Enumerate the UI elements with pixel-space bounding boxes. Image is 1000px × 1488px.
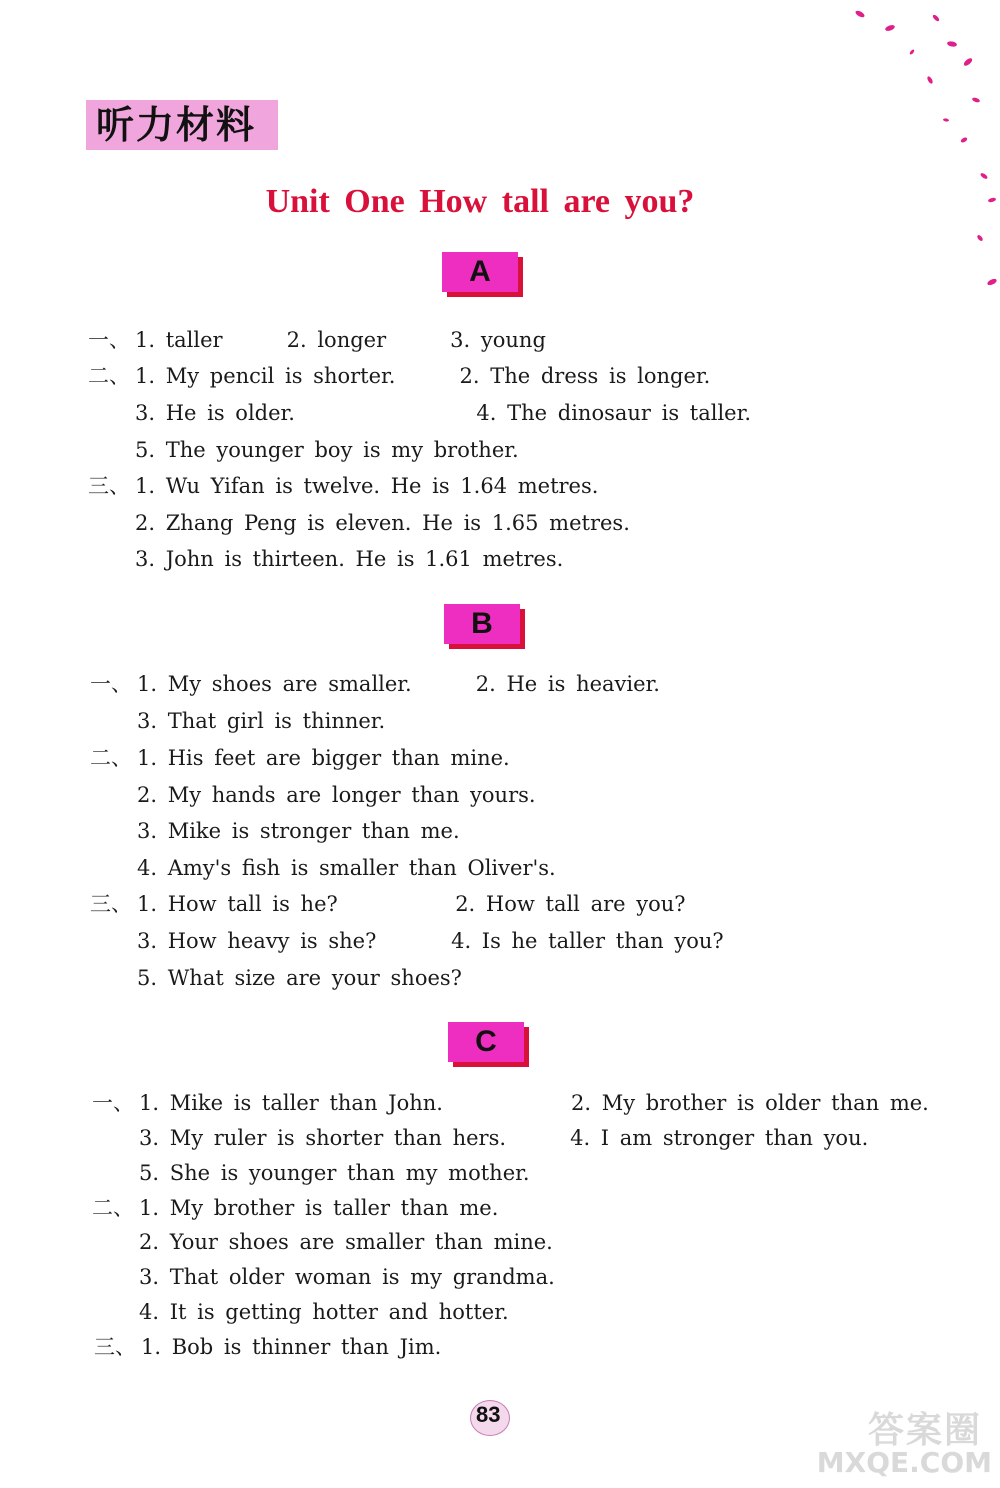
list-item: 3. How heavy is she? 4. Is he taller than you? xyxy=(137,929,724,953)
page-number xyxy=(470,1400,530,1448)
list-item: 1. How tall is he? 2. How tall are you? xyxy=(137,892,686,916)
list-item: 5. What size are your shoes? xyxy=(137,966,462,990)
section-title xyxy=(86,100,278,150)
list-item: 1. My pencil is shorter. 2. The dress is longer. xyxy=(135,364,711,388)
watermark-url: MXQE.COM xyxy=(816,1446,992,1479)
section-badge-b: B xyxy=(444,604,520,644)
list-item: 5. She is younger than my mother. xyxy=(139,1161,530,1185)
item-marker: 三、 xyxy=(88,474,130,498)
decorative-petals xyxy=(740,0,1000,300)
item-marker: 一、 xyxy=(88,328,130,352)
item-marker: 三、 xyxy=(94,1335,136,1359)
item-marker: 二、 xyxy=(90,746,132,770)
list-item: 1. Wu Yifan is twelve. He is 1.64 metres. xyxy=(135,474,599,498)
list-item: 1. taller 2. longer 3. young xyxy=(135,328,546,352)
list-item: 3. Mike is stronger than me. xyxy=(137,819,460,843)
watermark xyxy=(812,1402,992,1482)
list-item: 2. Zhang Peng is eleven. He is 1.65 metres. xyxy=(135,511,630,535)
list-item: 3. That girl is thinner. xyxy=(137,709,386,733)
page-number-text: 83 xyxy=(476,1402,501,1427)
section-badge-c: C xyxy=(448,1022,524,1062)
list-item: 2. My hands are longer than yours. xyxy=(137,783,536,807)
item-marker: 三、 xyxy=(90,892,132,916)
list-item: 5. The younger boy is my brother. xyxy=(135,438,519,462)
list-item: 4. It is getting hotter and hotter. xyxy=(139,1300,509,1324)
list-item: 3. John is thirteen. He is 1.61 metres. xyxy=(135,547,564,571)
item-marker: 二、 xyxy=(88,364,130,388)
list-item: 2. Your shoes are smaller than mine. xyxy=(139,1230,553,1254)
item-marker: 一、 xyxy=(90,672,132,696)
list-item: 1. Mike is taller than John. 2. My brother is older than me. xyxy=(139,1091,929,1115)
list-item: 4. Amy's fish is smaller than Oliver's. xyxy=(137,856,556,880)
list-item: 1. My shoes are smaller. 2. He is heavier. xyxy=(137,672,660,696)
section-badge-a: A xyxy=(442,252,518,292)
item-marker: 一、 xyxy=(92,1091,134,1115)
list-item: 1. My brother is taller than me. xyxy=(139,1196,499,1220)
section-title-text: 听力材料 xyxy=(96,103,257,147)
watermark-logo-text: 答案圈 xyxy=(867,1410,982,1451)
list-item: 3. My ruler is shorter than hers. 4. I am stronger than you. xyxy=(139,1126,869,1150)
list-item: 3. He is older. 4. The dinosaur is taller. xyxy=(135,401,752,425)
item-marker: 二、 xyxy=(92,1196,134,1220)
unit-title: Unit One How tall are you? xyxy=(265,183,695,220)
list-item: 3. That older woman is my grandma. xyxy=(139,1265,555,1289)
list-item: 1. Bob is thinner than Jim. xyxy=(141,1335,442,1359)
list-item: 1. His feet are bigger than mine. xyxy=(137,746,510,770)
